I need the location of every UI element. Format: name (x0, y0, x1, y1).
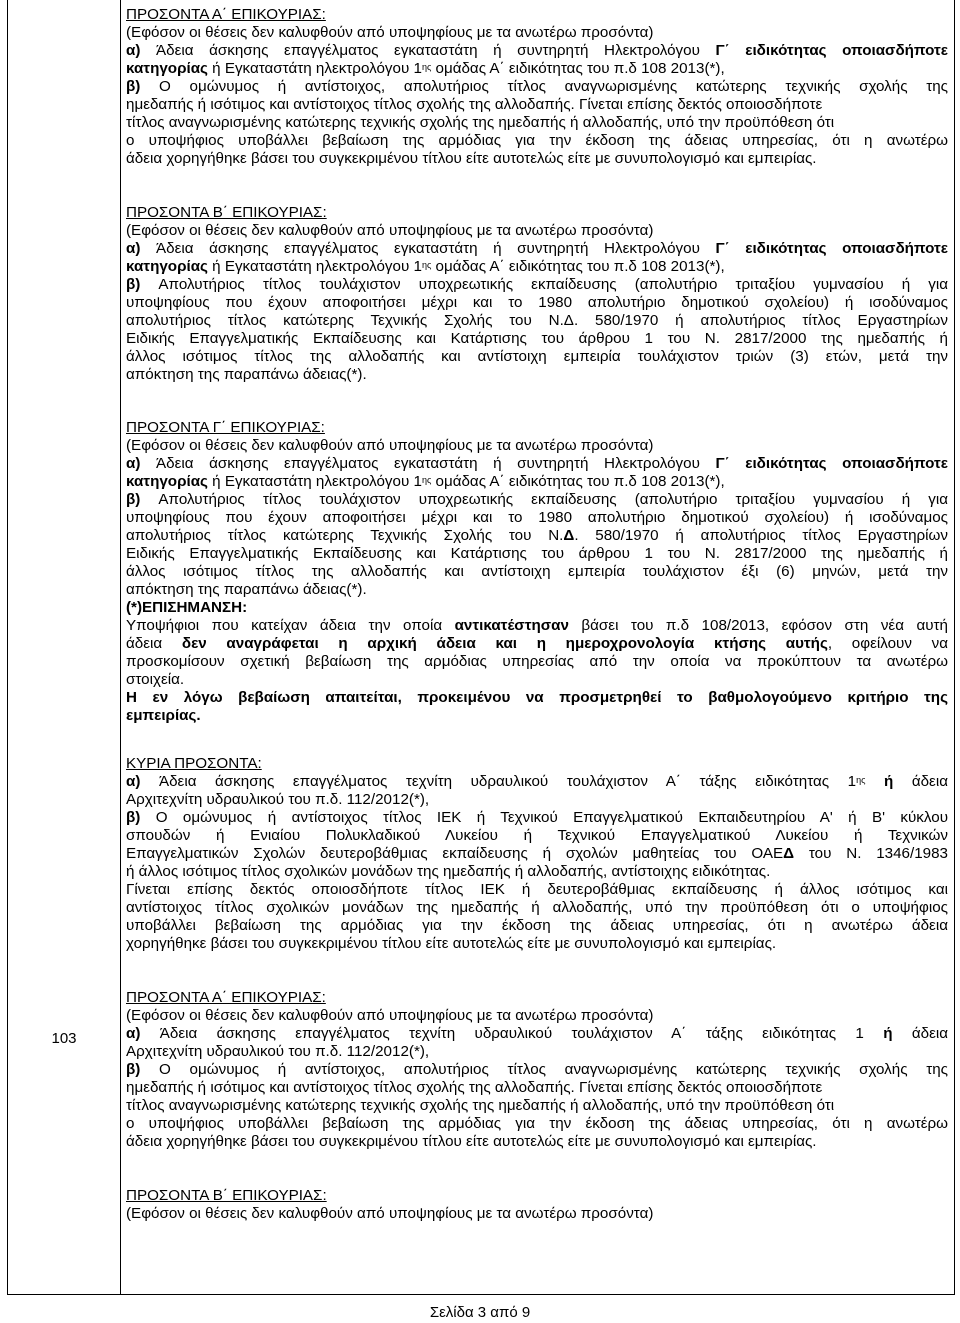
bold-text: β) (126, 276, 159, 293)
bold-text: α) (126, 455, 156, 472)
text-line (126, 527, 948, 545)
text-run: ή Εγκαταστάτη ηλεκτρολόγου 1 (207, 473, 422, 490)
text-line (126, 348, 948, 366)
superscript-text: ης (856, 775, 866, 785)
text-line (126, 881, 948, 899)
text-line (126, 773, 948, 791)
qualifications-content (126, 6, 948, 1223)
text-line (126, 1043, 948, 1061)
text-run: Ειδικής Επαγγελματικής Εκπαίδευσης και Κατάρτισης του άρθρου 1 του Ν. 2817/2000 της ημεδαπής ή (126, 545, 948, 562)
text-line (126, 240, 948, 258)
text-line (126, 689, 948, 707)
text-run: Υποψήφιοι που κατείχαν άδεια την οποία (126, 617, 455, 634)
text-run: Γίνεται επίσης δεκτός οποιοσδήποτε τίτλος ΙΕΚ ή δευτεροβάθμιας εκπαίδευσης ή άλλος ισότιμος και (126, 881, 948, 898)
text-line (126, 114, 948, 132)
text-line (126, 1097, 948, 1115)
bold-text: Δ (783, 845, 795, 862)
text-run: Άδεια άσκησης επαγγέλματος εγκαταστάτη ή συντηρητή Ηλεκτρολόγου (155, 455, 716, 472)
text-line (126, 1115, 948, 1133)
section-heading: ΚΥΡΙΑ ΠΡΟΣΟΝΤΑ: (126, 755, 262, 772)
bold-text: κατηγορίας (126, 60, 208, 77)
text-run: ομάδας Α΄ ειδικότητας του π.δ 108 2013(*), (431, 60, 725, 77)
text-run: τίτλος αναγνωρισμένης κατώτερης τεχνικής σχολής της ημεδαπής ή αλλοδαπής, υπό την προϋπόθεση ότι (126, 114, 835, 131)
text-run: ομάδας Α΄ ειδικότητας του π.δ 108 2013(*), (431, 473, 725, 490)
text-line (126, 1133, 948, 1151)
text-line (126, 150, 948, 168)
text-line (126, 330, 948, 348)
qualification-block (126, 1187, 948, 1223)
text-line (126, 935, 948, 953)
section-heading: ΠΡΟΣΟΝΤΑ Α΄ ΕΠΙΚΟΥΡΙΑΣ: (126, 6, 326, 23)
text-run: άλλος ισότιμος τίτλος της αλλοδαπής και αντίστοιχη εμπειρία τουλάχιστον τριών (3) ετών, μετά την (126, 348, 948, 365)
text-run: ο υποψήφιος υποβάλλει βεβαίωση της αρμόδιας για την έκδοση της άδειας υπηρεσίας, ότι η ανωτέρω (126, 132, 948, 149)
qualification-block (126, 204, 948, 384)
qualification-block (126, 755, 948, 953)
bold-text: ή (883, 1025, 893, 1042)
text-line (126, 276, 948, 294)
text-run: Αρχιτεχνίτη υδραυλικού του π.δ. 112/2012(*), (126, 1043, 430, 1060)
text-line (126, 827, 948, 845)
text-run: προσκομίσουν σχετική βεβαίωση της αρμόδιας υπηρεσίας από την οποία να προκύπτουν τα ανωτέρω (126, 653, 948, 670)
text-line (126, 671, 948, 689)
superscript-text: ης (421, 62, 432, 72)
bold-text: Δ (563, 527, 575, 544)
text-line (126, 24, 948, 42)
qualifications-table (7, 0, 955, 1295)
text-run: ημεδαπής ή ισότιμος και αντίστοιχος τίτλος σχολής της αλλοδαπής. Γίνεται επίσης δεκτός οποιοσδήποτε (126, 1079, 823, 1096)
text-line (126, 473, 948, 491)
text-run: χορηγήθηκε βάσει του συγκεκριμένου τίτλου είτε αυτοτελώς είτε με συνυπολογισμό και εμπειρίας. (126, 935, 777, 952)
text-run: άδεια (893, 773, 948, 790)
block-spacer (126, 1151, 948, 1187)
text-line (126, 917, 948, 935)
section-heading: ΠΡΟΣΟΝΤΑ Α΄ ΕΠΙΚΟΥΡΙΑΣ: (126, 989, 326, 1006)
text-line (126, 258, 948, 276)
text-run: τίτλος αναγνωρισμένης κατώτερης τεχνικής σχολής της ημεδαπής ή αλλοδαπής, υπό την προϋπόθεση ότι (126, 1097, 835, 1114)
text-run: ομάδας Α΄ ειδικότητας του π.δ 108 2013(*), (431, 258, 725, 275)
bold-text: β) (126, 1061, 160, 1078)
block-spacer (126, 384, 948, 419)
section-heading: ΠΡΟΣΟΝΤΑ Β΄ ΕΠΙΚΟΥΡΙΑΣ: (126, 1187, 327, 1204)
text-run: σπουδών ή Ενιαίου Πολυκλαδικού Λυκείου ή Τεχνικού Επαγγελματικού Λυκείου ή Τεχνικών (126, 827, 948, 844)
text-run: απολυτήριος τίτλος κατώτερης Τεχνικής Σχολής του Ν. (126, 527, 564, 544)
text-run: . 580/1970 ή απολυτήριος τίτλος Εργαστηρίων (574, 527, 948, 544)
text-line (126, 222, 948, 240)
text-line (126, 635, 948, 653)
bold-text: α) (126, 240, 156, 257)
text-run: απόκτηση της παραπάνω άδειας(*). (126, 366, 367, 383)
text-run: Αρχιτεχνίτη υδραυλικού του π.δ. 112/2012(*), (126, 791, 430, 808)
section-heading: ΠΡΟΣΟΝΤΑ Γ΄ ΕΠΙΚΟΥΡΙΑΣ: (126, 419, 325, 436)
bold-text: β) (126, 78, 160, 95)
text-run: ο υποψήφιος υποβάλλει βεβαίωση της αρμόδιας για την έκδοση της άδειας υπηρεσίας, ότι η ανωτέρω (126, 1115, 948, 1132)
text-line (126, 42, 948, 60)
bold-text: (*)ΕΠΙΣΗΜΑΝΣΗ: (126, 599, 248, 616)
block-spacer (126, 725, 948, 755)
bold-text: εμπειρίας. (126, 707, 201, 724)
text-line (126, 312, 948, 330)
text-line (126, 707, 948, 725)
text-run: του Ν. 1346/1983 (794, 845, 948, 862)
bold-text: β) (126, 809, 156, 826)
bold-text: κατηγορίας (126, 258, 208, 275)
text-run: ημεδαπής ή ισότιμος και αντίστοιχος τίτλος σχολής της αλλοδαπής. Γίνεται επίσης δεκτός οποιοσδήποτε (126, 96, 823, 113)
bold-text: αντικατέστησαν (454, 617, 569, 634)
bold-text: δεν αναγράφεται η αρχική άδεια και η ημεροχρονολογία κτήσης αυτής (181, 635, 828, 652)
text-line (126, 899, 948, 917)
text-run: Απολυτήριος τίτλος τουλάχιστον υποχρεωτικής εκπαίδευσης (απολυτήριο τριταξίου γυμνασίου ή για (158, 276, 948, 293)
text-line (126, 1079, 948, 1097)
bold-text: κατηγορίας (126, 473, 208, 490)
text-line (126, 1061, 948, 1079)
text-line (126, 863, 948, 881)
text-run: άδεια (126, 635, 182, 652)
text-line (126, 294, 948, 312)
text-run: απολυτήριος τίτλος κατώτερης Τεχνικής Σχολής του Ν.Δ. 580/1970 ή απολυτήριος τίτλος Εργαστηρίων (126, 312, 948, 329)
text-run: ή άλλος ισότιμος τίτλος σχολικών μονάδων της ημεδαπής ή αλλοδαπής, αντίστοιχης ειδικότητας. (126, 863, 771, 880)
row-number-column (8, 0, 121, 1294)
text-line (126, 1205, 948, 1223)
text-line (126, 809, 948, 827)
bold-text: Γ΄ ειδικότητας οποιασδήποτε (715, 455, 948, 472)
text-run: Ο ομώνυμος ή αντίστοιχος, απολυτήριος τίτλος αναγνωρισμένης κατώτερης τεχνικής σχολής της (159, 1061, 949, 1078)
row-number: 103 (51, 1030, 77, 1047)
text-run: απόκτηση της παραπάνω άδειας(*). (126, 581, 367, 598)
bold-text: Γ΄ ειδικότητας οποιασδήποτε (715, 42, 948, 59)
bold-text: α) (126, 42, 156, 59)
qualification-block (126, 6, 948, 168)
text-line (126, 60, 948, 78)
text-line (126, 509, 948, 527)
text-run: , οφείλουν να (827, 635, 949, 652)
text-run (865, 773, 884, 790)
text-line (126, 617, 948, 635)
bold-text: α) (126, 773, 159, 790)
text-run: Άδεια άσκησης επαγγέλματος εγκαταστάτη ή συντηρητή Ηλεκτρολόγου (155, 42, 716, 59)
text-run: υποψηφίους που έχουν αποφοιτήσει μέχρι και το 1980 απολυτήριο δημοτικού σχολείου) ή ισοδύναμος (126, 294, 948, 311)
text-line (126, 653, 948, 671)
bold-text: ή (883, 773, 894, 790)
text-run: Απολυτήριος τίτλος τουλάχιστον υποχρεωτικής εκπαίδευσης (απολυτήριο τριταξίου γυμνασίου ή για (158, 491, 948, 508)
text-run: ή Εγκαταστάτη ηλεκτρολόγου 1 (207, 60, 422, 77)
text-line (126, 366, 948, 384)
text-run: Ο ομώνυμος ή αντίστοιχος τίτλος ΙΕΚ ή Τεχνικού Επαγγελματικού Εκπαιδευτηρίου Α' ή Β' κύκλου (155, 809, 949, 826)
text-run: Επαγγελματικών Σχολών δευτεροβάθμιας εκπαίδευσης ή σχολών μαθητείας του ΟΑΕ (126, 845, 784, 862)
section-heading: ΠΡΟΣΟΝΤΑ Β΄ ΕΠΙΚΟΥΡΙΑΣ: (126, 204, 327, 221)
block-spacer (126, 953, 948, 989)
text-run: υποβάλλει βεβαίωση της αρμόδιας για την έκδοση της άδειας υπηρεσίας, ότι η ανωτέρω άδεια (126, 917, 948, 934)
text-run: ή Εγκαταστάτη ηλεκτρολόγου 1 (207, 258, 422, 275)
text-run: Ο ομώνυμος ή αντίστοιχος, απολυτήριος τίτλος αναγνωρισμένης κατώτερης τεχνικής σχολής της (159, 78, 949, 95)
text-run: (Εφόσον οι θέσεις δεν καλυφθούν από υποψηφίους με τα ανωτέρω προσόντα) (126, 1007, 654, 1024)
text-line (126, 845, 948, 863)
text-run: Άδεια άσκησης επαγγέλματος τεχνίτη υδραυλικού τουλάχιστον Α΄ τάξης ειδικότητας 1 (158, 773, 857, 790)
text-line (126, 437, 948, 455)
text-line (126, 599, 948, 617)
text-line (126, 491, 948, 509)
text-run: (Εφόσον οι θέσεις δεν καλυφθούν από υποψηφίους με τα ανωτέρω προσόντα) (126, 222, 654, 239)
text-run: άδεια χορηγήθηκε βάσει του συγκεκριμένου τίτλου είτε αυτοτελώς είτε με συνυπολογισμό και εμπειρίας. (126, 150, 817, 167)
text-line (126, 455, 948, 473)
text-line (126, 791, 948, 809)
superscript-text: ης (421, 475, 432, 485)
text-line (126, 132, 948, 150)
text-run: άδεια (892, 1025, 948, 1042)
text-run: άλλος ισότιμος τίτλος της αλλοδαπής και αντίστοιχη εμπειρία τουλάχιστον έξι (6) μηνών, μετά την (126, 563, 948, 580)
qualification-block (126, 989, 948, 1151)
block-spacer (126, 168, 948, 204)
text-run: (Εφόσον οι θέσεις δεν καλυφθούν από υποψηφίους με τα ανωτέρω προσόντα) (126, 437, 654, 454)
text-run: στοιχεία. (126, 671, 185, 688)
text-run: αντίστοιχος τίτλος σχολικών μονάδων της ημεδαπής ή αλλοδαπής, υπό την προϋπόθεση ότι ο υποψήφιος (126, 899, 948, 916)
text-line (126, 1007, 948, 1025)
bold-text: α) (126, 1025, 160, 1042)
text-run: (Εφόσον οι θέσεις δεν καλυφθούν από υποψηφίους με τα ανωτέρω προσόντα) (126, 24, 654, 41)
text-line (126, 1025, 948, 1043)
text-run: Άδεια άσκησης επαγγέλματος εγκαταστάτη ή συντηρητή Ηλεκτρολόγου (155, 240, 716, 257)
text-run: άδεια χορηγήθηκε βάσει του συγκεκριμένου τίτλου είτε αυτοτελώς είτε με συνυπολογισμό και εμπειρίας. (126, 1133, 817, 1150)
text-run: βάσει του π.δ 108/2013, εφόσον στη νέα αυτή (568, 617, 948, 634)
bold-text: Γ΄ ειδικότητας οποιασδήποτε (715, 240, 948, 257)
page-footer: Σελίδα 3 από 9 (429, 1304, 531, 1321)
text-run: υποψηφίους που έχουν αποφοιτήσει μέχρι και το 1980 απολυτήριο δημοτικού σχολείου) ή ισοδύναμος (126, 509, 948, 526)
text-run: Άδεια άσκησης επαγγέλματος τεχνίτη υδραυλικού τουλάχιστον Α΄ τάξης ειδικότητας 1 (159, 1025, 884, 1042)
text-line (126, 581, 948, 599)
qualification-block (126, 419, 948, 725)
text-run: (Εφόσον οι θέσεις δεν καλυφθούν από υποψηφίους με τα ανωτέρω προσόντα) (126, 1205, 654, 1222)
text-line (126, 78, 948, 96)
text-line (126, 545, 948, 563)
bold-text: β) (126, 491, 159, 508)
bold-text: Η εν λόγω βεβαίωση απαιτείται, προκειμένου να προσμετρηθεί το βαθμολογούμενο κριτήριο της (126, 689, 948, 706)
text-run: Ειδικής Επαγγελματικής Εκπαίδευσης και Κατάρτισης του άρθρου 1 του Ν. 2817/2000 της ημεδαπής ή (126, 330, 948, 347)
text-line (126, 563, 948, 581)
superscript-text: ης (421, 260, 432, 270)
text-line (126, 96, 948, 114)
